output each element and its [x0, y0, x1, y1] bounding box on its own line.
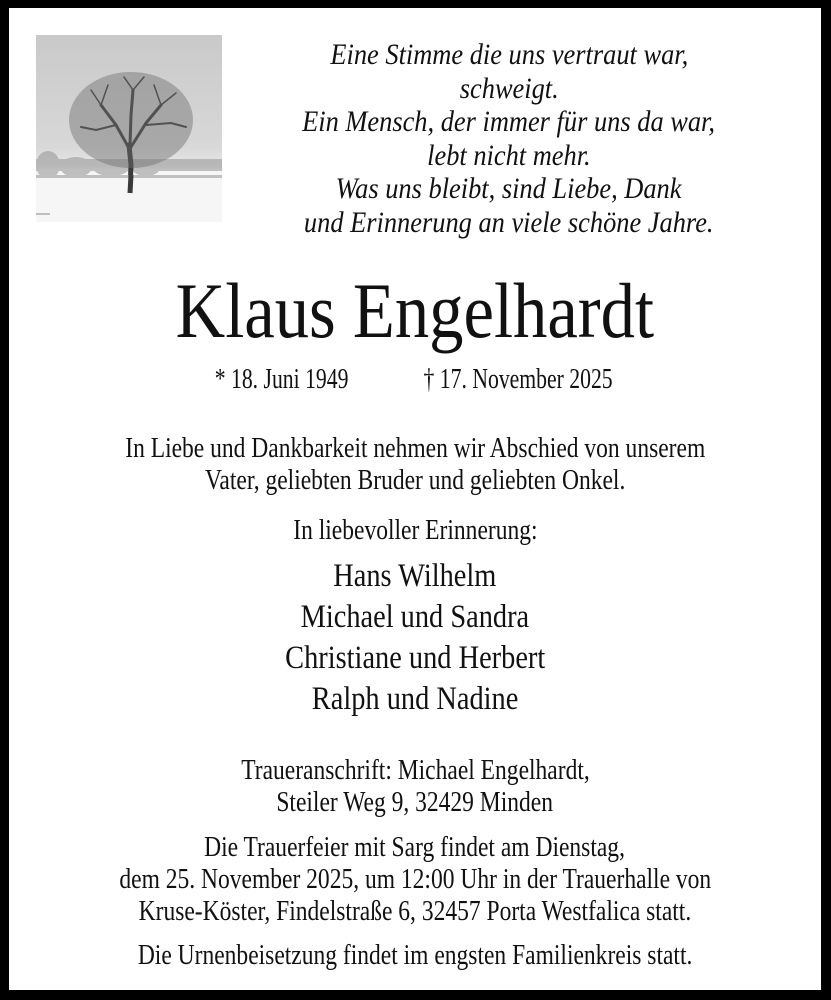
mourner-name: Ralph und Nadine [311, 681, 519, 717]
poem-line: schweigt. [459, 71, 559, 105]
poem-line: lebt nicht mehr. [427, 138, 591, 172]
service-line: Die Trauerfeier mit Sarg findet am Dienstag, [204, 832, 626, 863]
memory-heading: In liebevoller Erinnerung: [292, 515, 538, 546]
mourner-name: Hans Wilhelm [333, 558, 497, 594]
mourner-name: Michael und Sandra [300, 599, 530, 635]
deceased-name: Klaus Engelhardt [175, 267, 655, 354]
farewell-line: In Liebe und Dankbarkeit nehmen wir Abschied von unserem [124, 433, 705, 464]
birth-date: * 18. Juni 1949 [214, 364, 349, 395]
poem [259, 38, 759, 239]
poem-line: und Erinnerung an viele schöne Jahre. [304, 205, 714, 239]
poem-line: Eine Stimme die uns vertraut war, [330, 38, 688, 71]
service-line: Kruse-Köster, Findelstraße 6, 32457 Porta Westfalica statt. [138, 896, 692, 927]
burial-note: Die Urnenbeisetzung findet im engsten Familienkreis statt. [137, 940, 693, 971]
address-line: Steiler Weg 9, 32429 Minden [276, 787, 554, 818]
poem-line: Ein Mensch, der immer für uns da war, [302, 105, 716, 138]
address-line: Traueranschrift: Michael Engelhardt, [240, 755, 590, 786]
obituary-card [9, 8, 821, 990]
farewell-line: Vater, geliebten Bruder und geliebten Onkel. [204, 465, 626, 496]
life-dates [9, 362, 821, 398]
mourner-name: Christiane und Herbert [284, 640, 546, 676]
death-date: † 17. November 2025 [422, 364, 612, 395]
poem-line: Was uns bleibt, sind Liebe, Dank [336, 172, 682, 205]
service-line: dem 25. November 2025, um 12:00 Uhr in der Trauerhalle von [119, 864, 711, 895]
tree-icon [36, 35, 222, 222]
winter-tree-photo [36, 35, 222, 222]
